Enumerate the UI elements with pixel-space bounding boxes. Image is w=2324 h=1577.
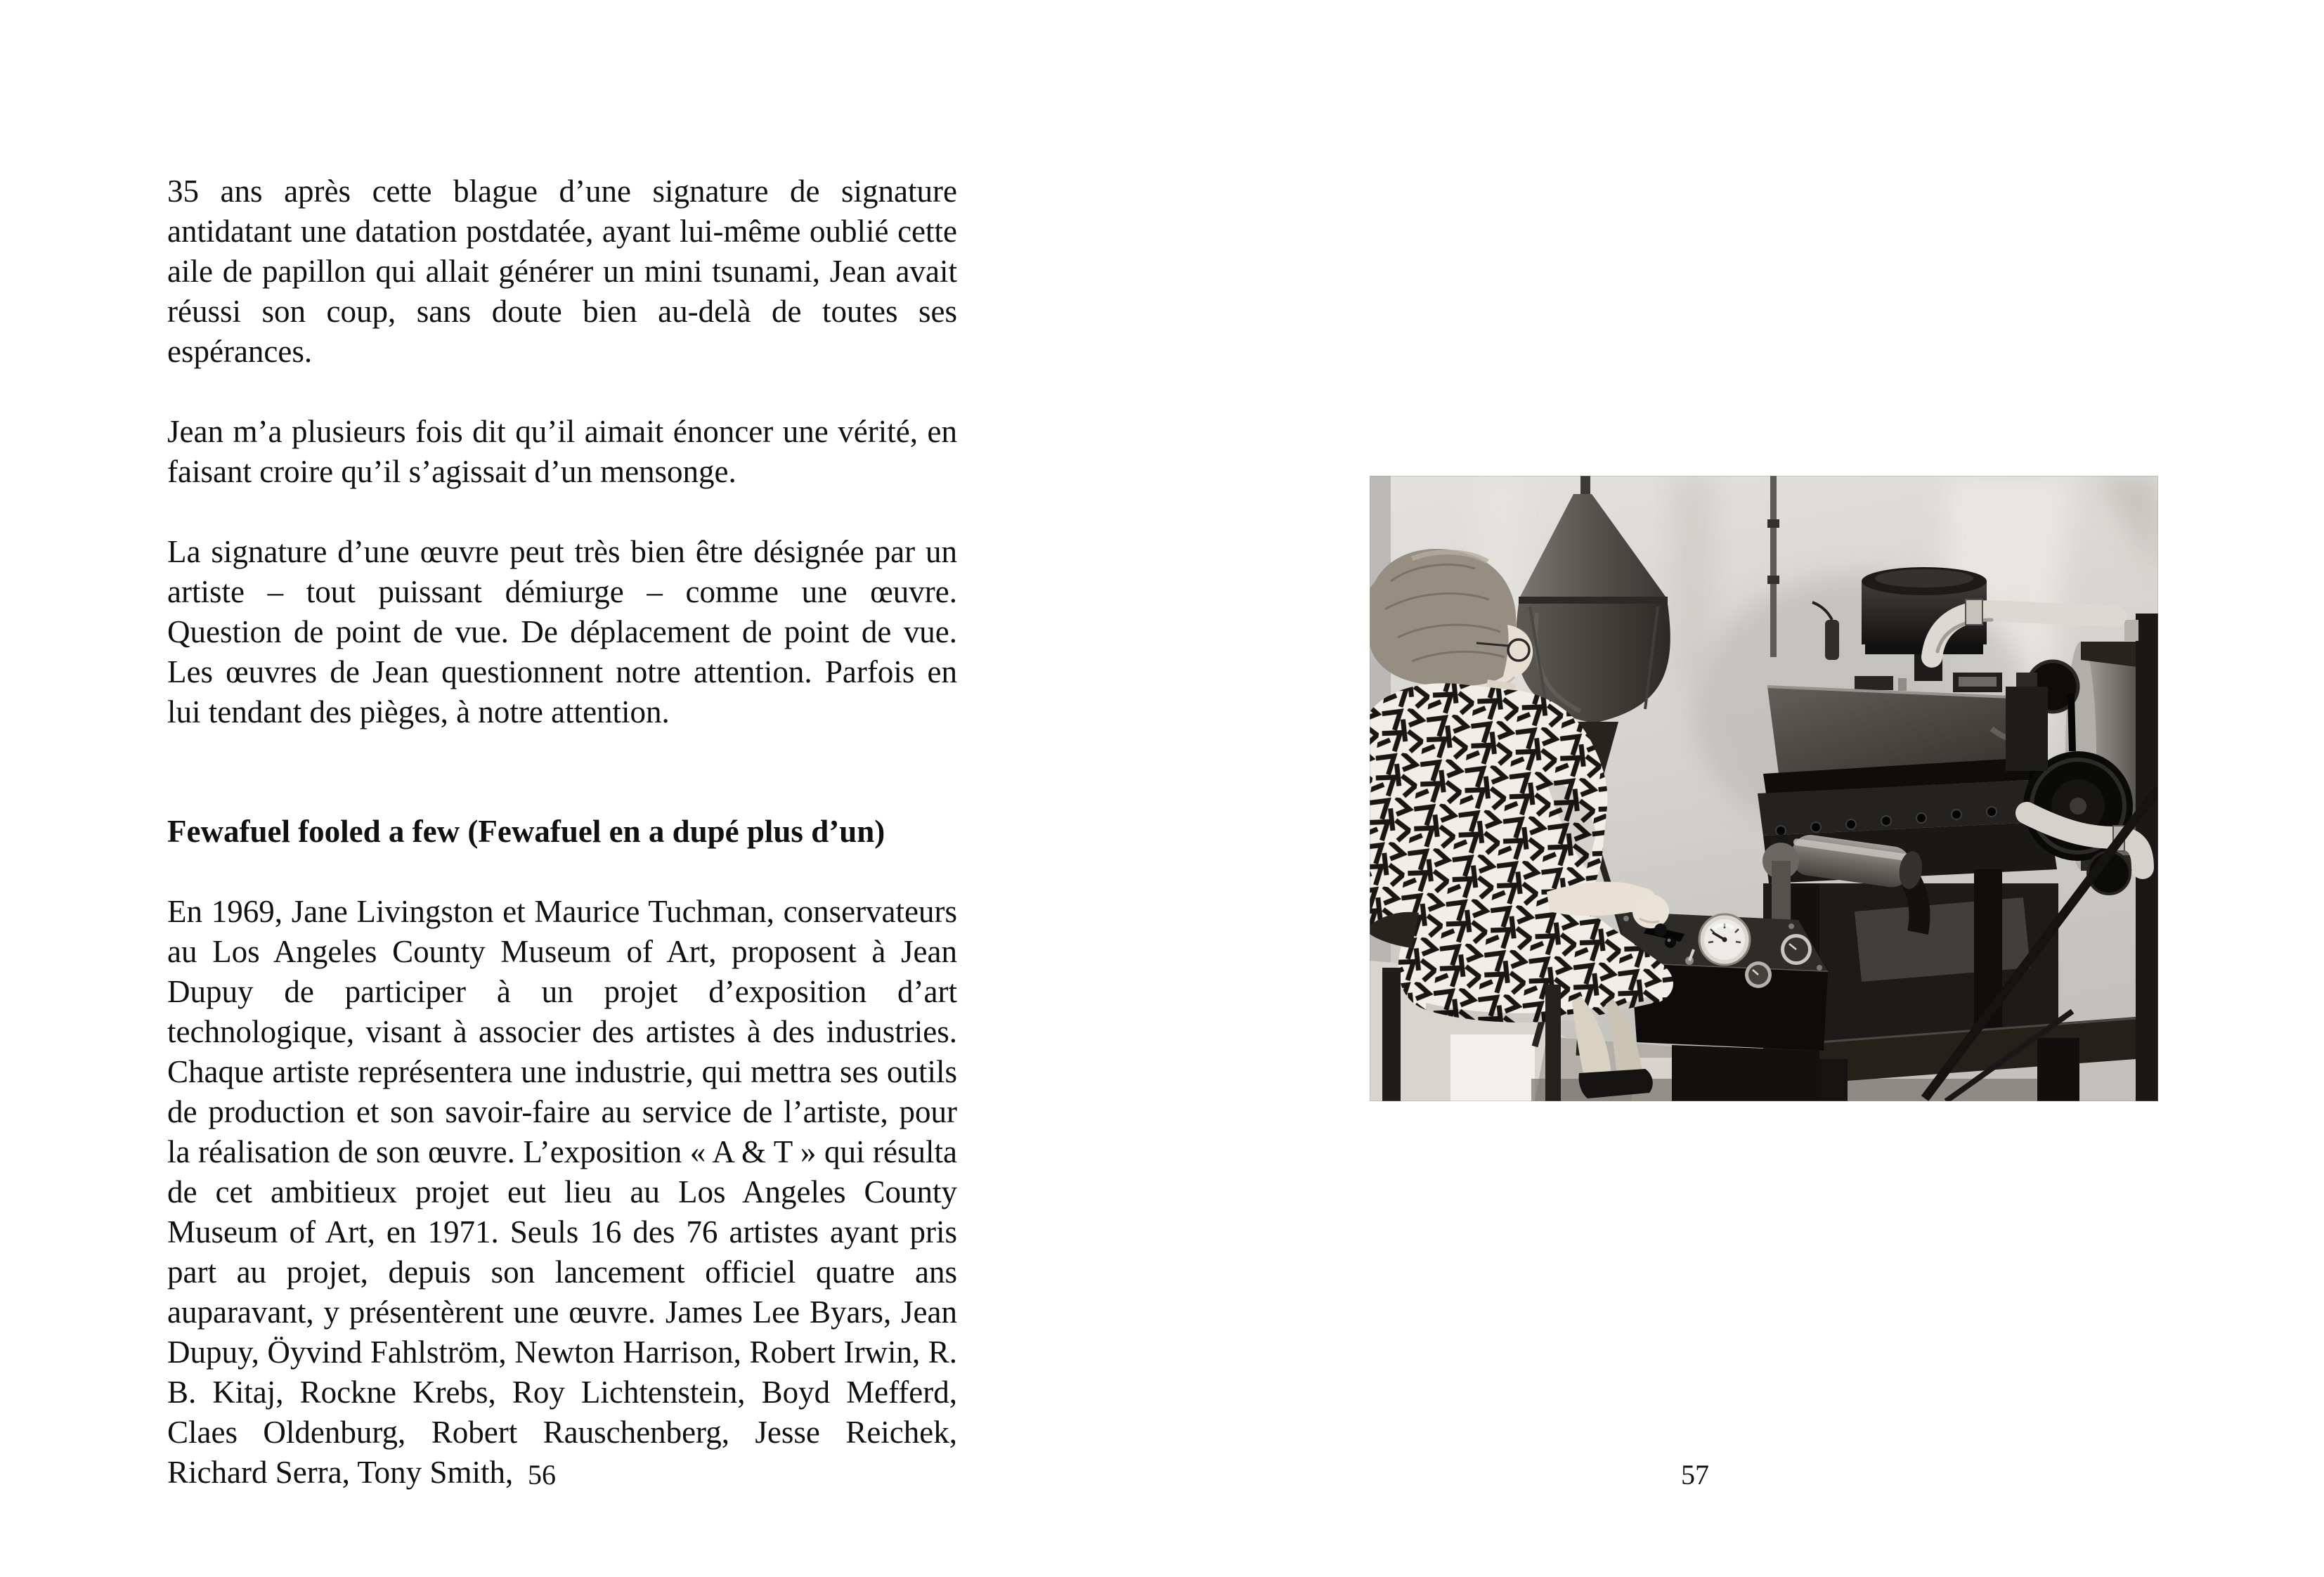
lever-knob xyxy=(1654,923,1667,936)
gauge-large xyxy=(1699,914,1750,965)
text-block xyxy=(167,171,957,1533)
photo-scene xyxy=(1370,476,2158,1101)
gauge-right xyxy=(1781,934,1812,965)
page-number-right: 57 xyxy=(1681,1459,1709,1491)
gauge-lower xyxy=(1745,961,1772,988)
section-heading: Fewafuel fooled a few (Fewafuel en a dupé plus d’un) xyxy=(167,814,885,849)
paragraph: Jean m’a plusieurs fois dit qu’il aimait énoncer une vérité, en faisant croire qu’il s’agissait d’un mensonge. xyxy=(167,414,957,489)
paragraph: 35 ans après cette blague d’une signature de signature antidatant une datation postdatée, ayant lui-même oublié cette aile de papillon qui allait générer un mini tsunami, Jean avait réussi son coup, sans doute bien au-delà de toutes ses espérances. xyxy=(167,174,957,369)
paragraph: En 1969, Jane Livingston et Maurice Tuchman, conservateurs au Los Angeles County Museum of Art, proposent à Jean Dupuy de participer à un projet d’exposition d’art technologique, visant à associer des artistes à des industries. Chaque artiste représentera une industrie, qui mettra ses outils de production et son savoir-faire au service de l’artiste, pour la réalisation de son œuvre. L’exposition « A & T » qui résulta de cet ambitieux projet eut lieu au Los Angeles County Museum of Art, en 1971. Seuls 16 des 76 artistes ayant pris part au projet, depuis son lancement officiel quatre ans auparavant, y présentèrent une œuvre. James Lee Byars, Jean Dupuy, Öyvind Fahlström, Newton Harrison, Robert Irwin, R. B. Kitaj, Rockne Krebs, Roy Lichtenstein, Boyd Mefferd, Claes Oldenburg, Robert Rauschenberg, Jesse Reichek, Richard Serra, Tony Smith, xyxy=(167,894,957,1490)
page-number-left: 56 xyxy=(528,1459,556,1491)
paragraph: La signature d’une œuvre peut très bien être désignée par un artiste – tout puissant démiurge – comme une œuvre. Question de point de vue. De déplacement de point de vue. Les œuvres de Jean questionnent notre attention. Parfois en lui tendant des pièges, à notre attention. xyxy=(167,534,957,729)
ignition-coil xyxy=(1825,620,1839,660)
photograph xyxy=(1370,476,2158,1101)
push-button xyxy=(1665,937,1676,948)
hand xyxy=(1632,895,1669,928)
support-rod xyxy=(1770,476,1777,657)
